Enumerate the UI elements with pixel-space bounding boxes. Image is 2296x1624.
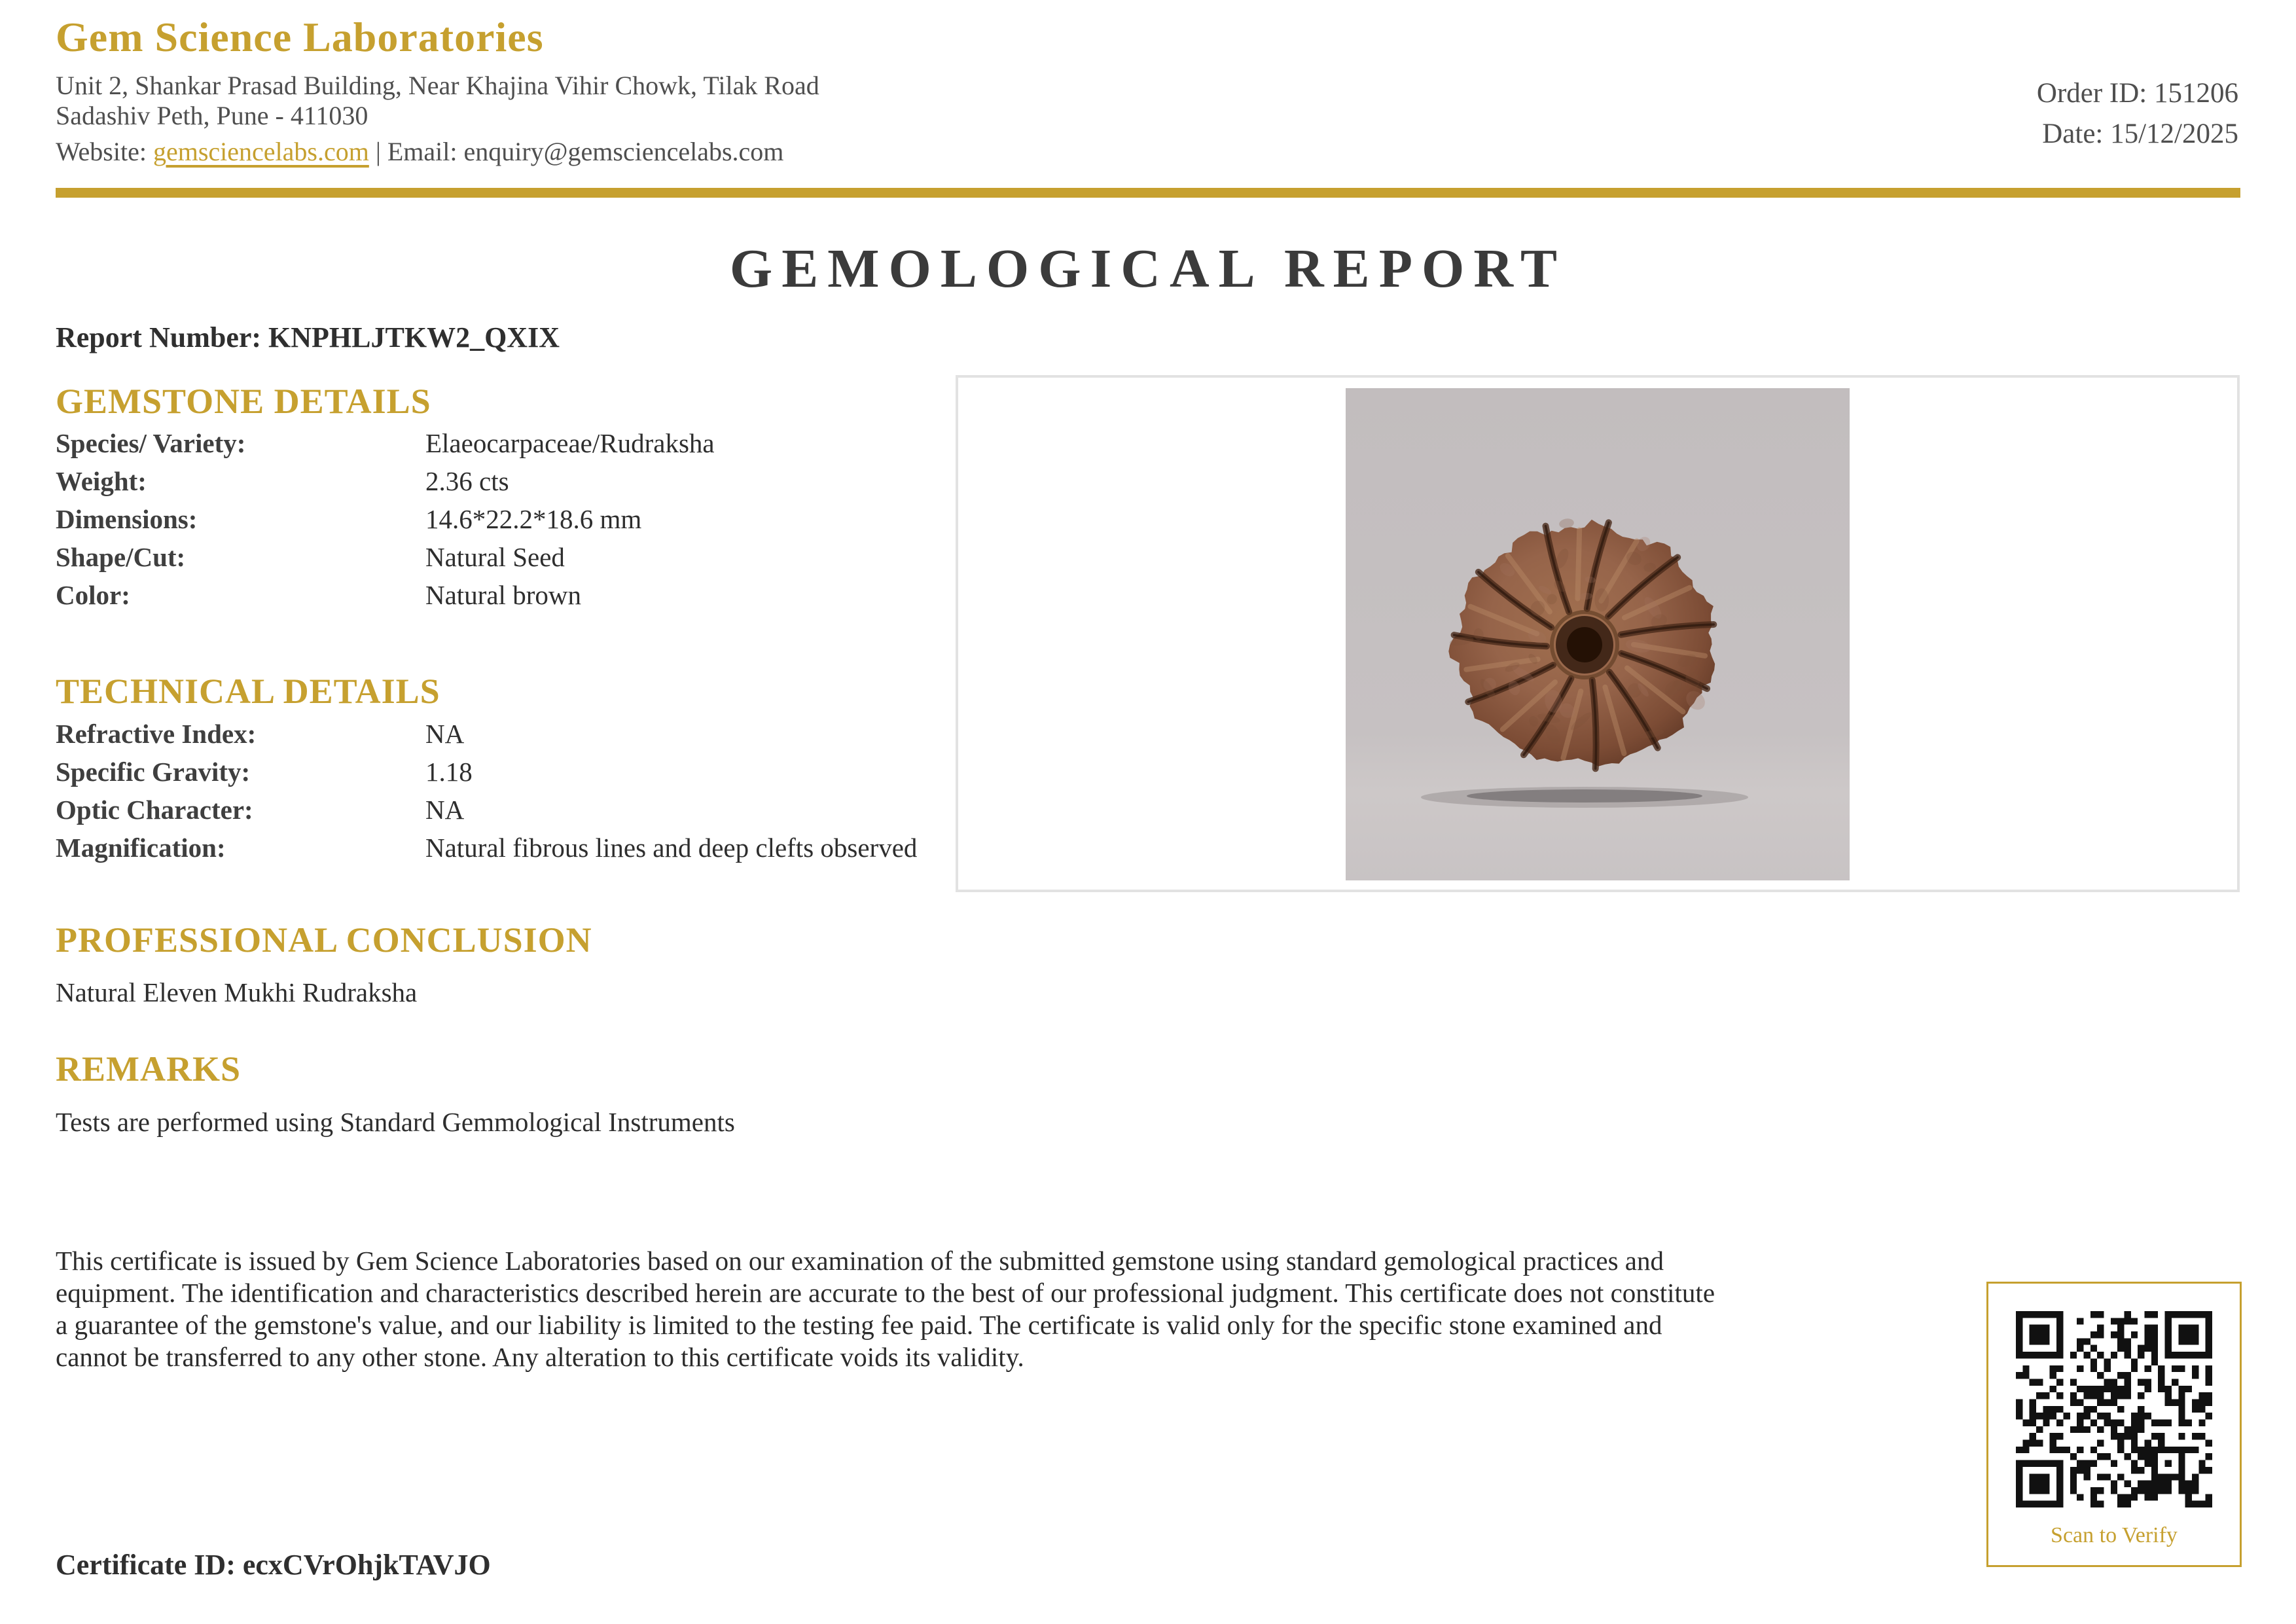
order-id: Order ID: 151206 (2036, 78, 2238, 109)
remarks-text: Tests are performed using Standard Gemmological Instruments (56, 1107, 735, 1137)
report-number-label: Report Number: (56, 321, 269, 353)
table-row (56, 715, 972, 753)
gem-photo (1346, 388, 1850, 880)
table-row (56, 462, 946, 500)
table-row (56, 829, 972, 867)
table-row (56, 791, 972, 829)
gemstone-details-table (56, 424, 946, 614)
lab-name: Gem Science Laboratories (56, 14, 544, 60)
address-line-2: Sadashiv Peth, Pune - 411030 (56, 101, 368, 130)
header-divider (56, 188, 2240, 198)
conclusion-text: Natural Eleven Mukhi Rudraksha (56, 977, 418, 1007)
website-link[interactable]: gemsciencelabs.com (152, 137, 369, 166)
page-title: GEMOLOGICAL REPORT (729, 238, 1567, 299)
detail-label: Refractive Index: (56, 719, 257, 749)
detail-value: Natural fibrous lines and deep clefts observed (425, 833, 918, 863)
detail-label: Color: (56, 580, 130, 610)
qr-caption: Scan to Verify (2051, 1523, 2178, 1547)
rudraksha-seed-image (1346, 388, 1850, 880)
section-heading-remarks: REMARKS (56, 1049, 242, 1089)
table-row (56, 538, 946, 576)
lab-address (56, 71, 819, 131)
section-heading-technical-details: TECHNICAL DETAILS (56, 672, 440, 711)
verify-qr-box (1986, 1282, 2242, 1567)
report-number-line (56, 321, 560, 354)
detail-value: 1.18 (425, 757, 473, 787)
report-date: Date: 15/12/2025 (2042, 118, 2238, 149)
report-number-value: KNPHLJTKW2_QXIX (268, 321, 560, 353)
detail-label: Specific Gravity: (56, 757, 251, 787)
qr-code (2016, 1311, 2212, 1507)
detail-label: Optic Character: (56, 795, 253, 825)
table-row (56, 500, 946, 538)
gem-photo-frame (956, 375, 2240, 892)
order-info (2037, 73, 2238, 154)
detail-value: NA (425, 795, 465, 825)
table-row (56, 424, 946, 462)
detail-label: Dimensions: (56, 504, 198, 534)
certificate-id-label: Certificate ID: (56, 1549, 243, 1581)
disclaimer-paragraph: This certificate is issued by Gem Science Laboratories based on our examination of the submitted gemstone using standard gemological practices and equipment. The identification and characteristics described herein are accurate to the best of our professional judgment. This certificate does not constitute a guarantee of the gemstone's value, and our liability is limited to the testing fee paid. The certificate is valid only for the specific stone examined and cannot be transferred to any other stone. Any alteration to this certificate voids its validity. (56, 1246, 1715, 1372)
detail-value: Natural Seed (425, 542, 565, 572)
detail-label: Magnification: (56, 833, 226, 863)
technical-details-table (56, 715, 972, 867)
detail-label: Species/ Variety: (56, 428, 246, 458)
email-text: | Email: enquiry@gemsciencelabs.com (368, 137, 784, 166)
detail-value: NA (425, 719, 465, 749)
table-row (56, 753, 972, 791)
detail-value: 14.6*22.2*18.6 mm (425, 504, 642, 534)
detail-value: Natural brown (425, 580, 581, 610)
table-row (56, 576, 946, 614)
detail-value: Elaeocarpaceae/Rudraksha (425, 428, 715, 458)
section-heading-gemstone-details: GEMSTONE DETAILS (56, 382, 431, 421)
address-line-1: Unit 2, Shankar Prasad Building, Near Khajina Vihir Chowk, Tilak Road (56, 71, 819, 100)
website-label: Website: (56, 137, 153, 166)
detail-label: Weight: (56, 466, 147, 496)
lab-contact-line (56, 136, 819, 167)
section-heading-professional-conclusion: PROFESSIONAL CONCLUSION (56, 920, 592, 960)
certificate-id-line (56, 1548, 491, 1581)
certificate-id-value: ecxCVrOhjkTAVJO (242, 1549, 491, 1581)
detail-value: 2.36 cts (425, 466, 509, 496)
detail-label: Shape/Cut: (56, 542, 186, 572)
lab-header (56, 13, 819, 167)
